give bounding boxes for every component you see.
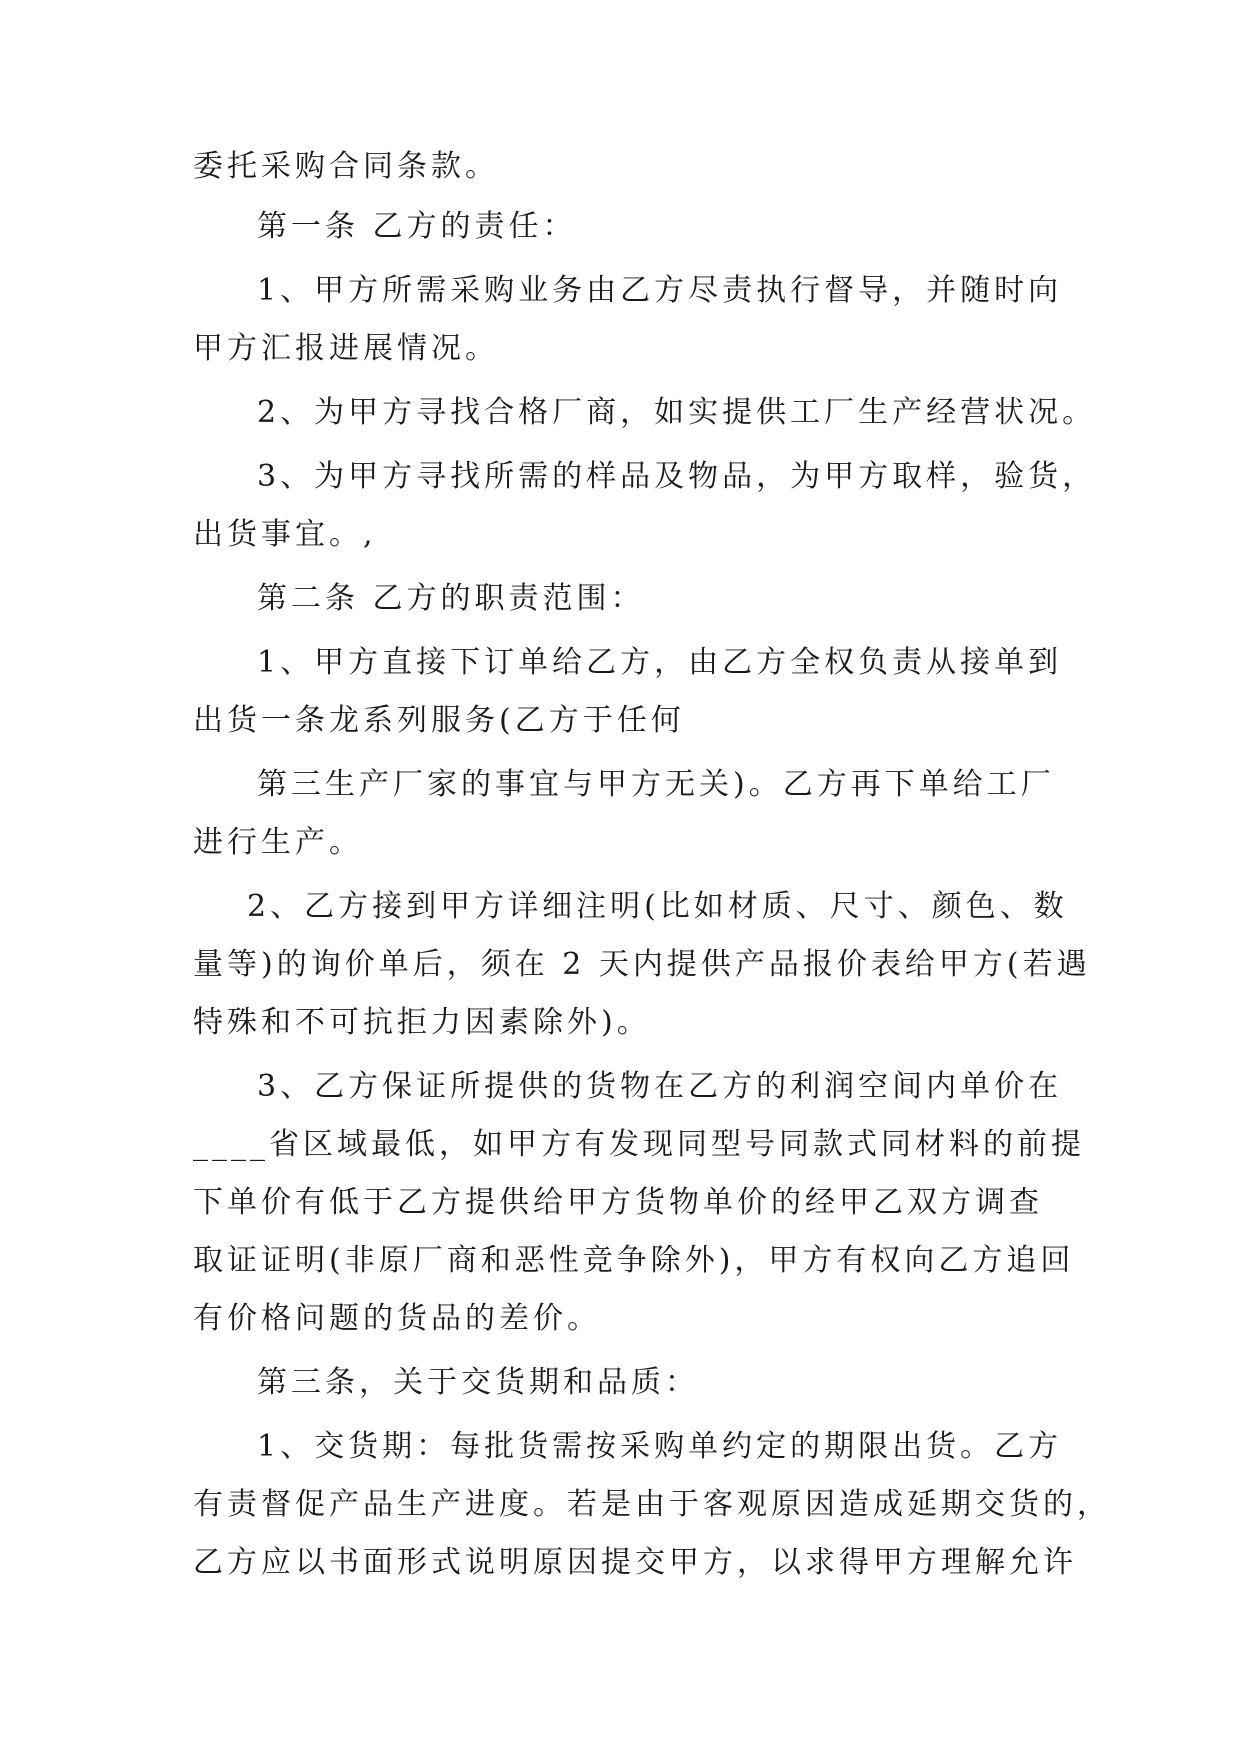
text-line: 1、交货期：每批货需按采购单约定的期限出货。乙方 [257, 1429, 1063, 1464]
text-line: 量等)的询价单后，须在 2 天内提供产品报价表给甲方(若遇 [193, 947, 1091, 982]
text-line: 特殊和不可抗拒力因素除外)。 [193, 1005, 651, 1040]
article-heading: 第二条 乙方的职责范围： [257, 581, 645, 616]
text-line: 2、为甲方寻找合格厂商，如实提供工厂生产经营状况。 [257, 395, 1097, 430]
text-line: 乙方应以书面形式说明原因提交甲方，以求得甲方理解允许 [193, 1545, 1077, 1580]
contract-text [193, 149, 1111, 1580]
text-line: 3、乙方保证所提供的货物在乙方的利润空间内单价在 [257, 1069, 1063, 1104]
text-line: 甲方汇报进展情况。 [193, 331, 499, 366]
article-heading: 第三条，关于交货期和品质： [257, 1365, 699, 1400]
article-heading: 第一条 乙方的责任： [257, 209, 577, 244]
text-line: 1、甲方直接下订单给乙方，由乙方全权负责从接单到 [257, 645, 1063, 680]
text-line: 第三生产厂家的事宜与甲方无关)。乙方再下单给工厂 [257, 767, 1055, 802]
text-line: 取证证明(非原厂商和恶性竞争除外)，甲方有权向乙方追回 [193, 1243, 1075, 1278]
text-line: 进行生产。 [193, 825, 363, 860]
text-line: 1、甲方所需采购业务由乙方尽责执行督导，并随时向 [257, 273, 1063, 308]
text-line: 出货一条龙系列服务(乙方于任何 [193, 703, 685, 738]
text-line: 下单价有低于乙方提供给甲方货物单价的经甲乙双方调查 [193, 1185, 1043, 1220]
text-line: 有价格问题的货品的差价。 [193, 1301, 601, 1336]
text-line: 出货事宜。, [193, 517, 377, 552]
text-line: 2、乙方接到甲方详细注明(比如材质、尺寸、颜色、数 [247, 889, 1068, 924]
text-line: 委托采购合同条款。 [193, 149, 499, 184]
text-line: 有责督促产品生产进度。若是由于客观原因造成延期交货的， [193, 1487, 1111, 1522]
text-line: ____省区域最低，如甲方有发现同型号同款式同材料的前提 [193, 1127, 1085, 1162]
text-line: 3、为甲方寻找所需的样品及物品，为甲方取样，验货， [257, 459, 1097, 494]
